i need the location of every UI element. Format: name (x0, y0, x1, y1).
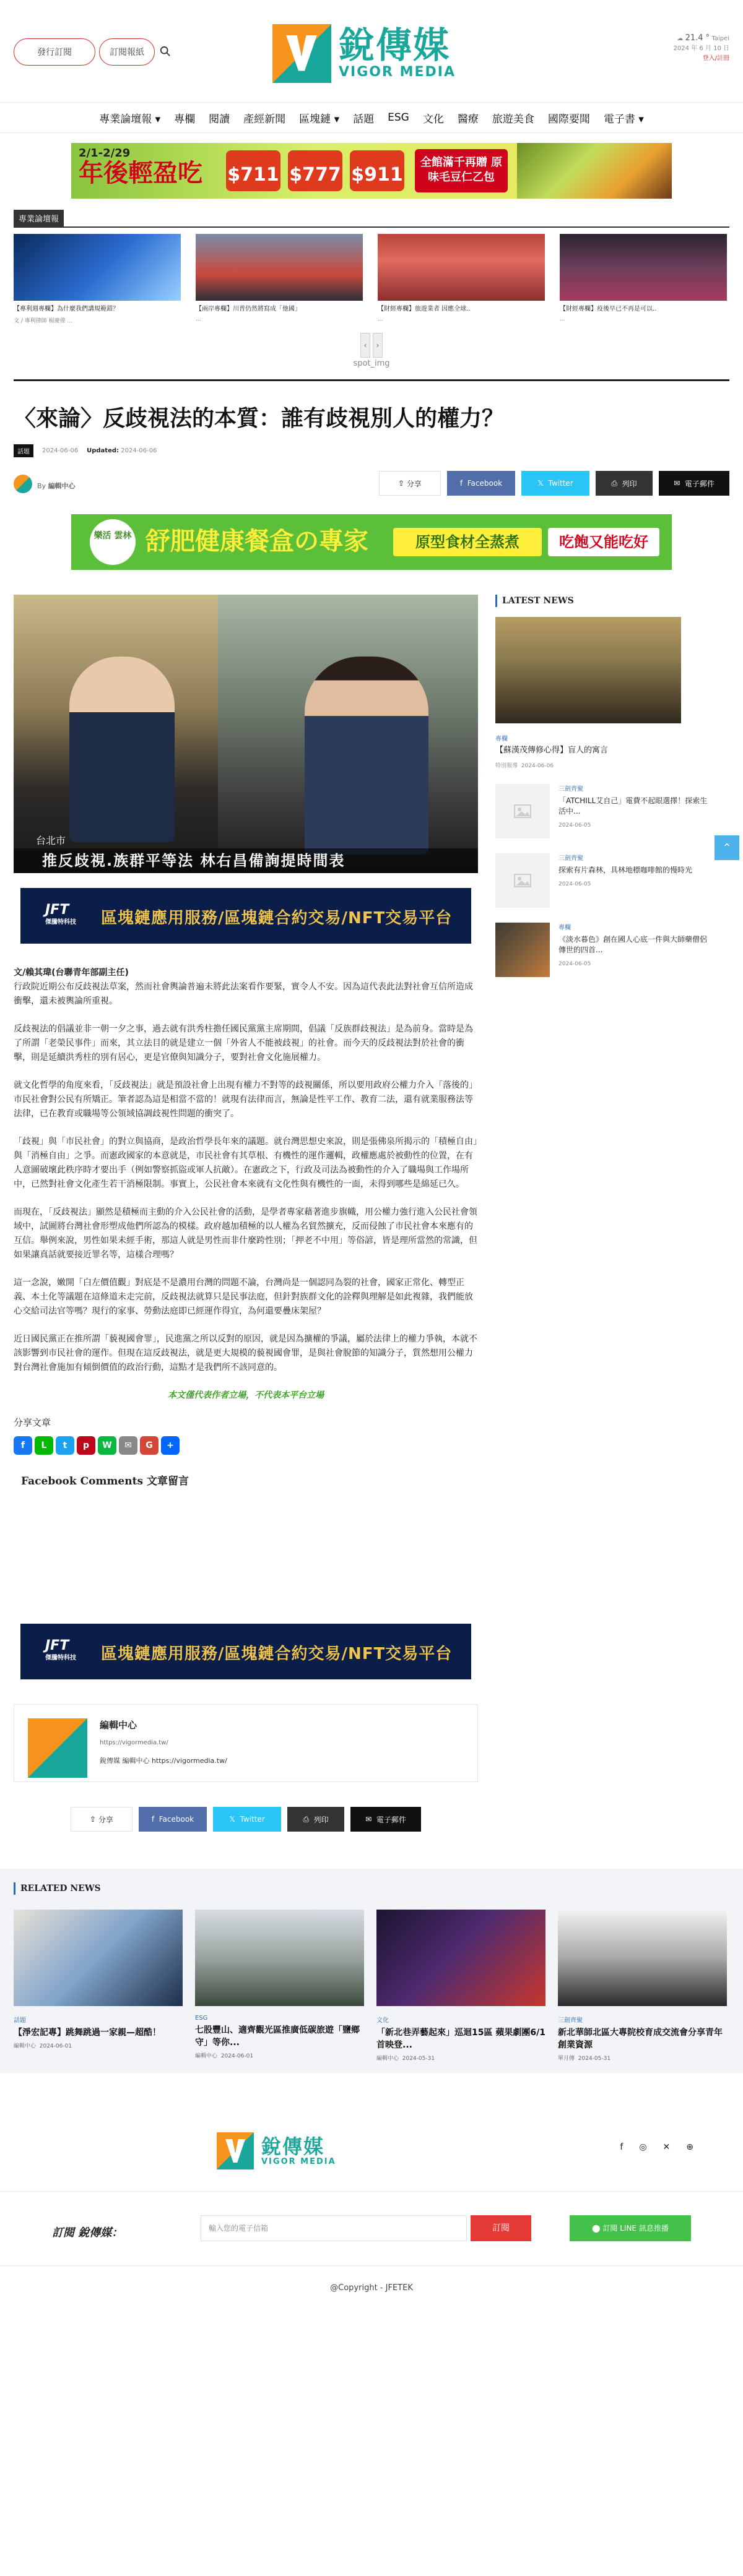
subscribe-submit-button[interactable]: 訂閱 (471, 2215, 531, 2241)
green-banner-ad[interactable] (71, 514, 672, 570)
weather-temp: 21.4 ° (685, 33, 710, 43)
item-category[interactable]: 三劍齊聚 (558, 786, 583, 793)
article-byline: 文/賴其瑋(台聯青年部副主任) (14, 968, 129, 978)
carousel-card[interactable] (14, 234, 181, 324)
share-label: 分享 (406, 479, 422, 488)
twitter-share-button[interactable] (213, 1807, 281, 1832)
card-image (560, 234, 727, 301)
carousel-controls (360, 333, 383, 358)
card-title: 【財經專欄】疫後早已不再是可以.. (560, 306, 657, 312)
related-date: 2024-05-31 (578, 2056, 611, 2062)
share-icons (14, 1436, 478, 1455)
weather-widget (674, 33, 729, 64)
jft-subtitle: 傑騰特科技 (45, 1655, 76, 1661)
latest-news-feature-image[interactable] (495, 617, 681, 723)
subscribe-label: 訂閱 銳傳媒： (52, 2226, 123, 2239)
paragraph: 「歧視」與「市民社會」的對立與協商，是政治哲學長年來的議題。就台灣思想史來說，則是張佛泉所揭示的「積極自由」與「消極自由」之爭。而憲政國家的本意就是，市民社會有其草根、有機性的運作邏輯，政權應處於被動性的位置，在有人意圖破壞此秩序時才要出手（例如警察抓盜或軍人抗敵）。在憲政之下，行政及司法為被動性的介入了職場與工作場所中，已然對社會文化產生若干消極限制。事實上，公民社會本來就有文化性與有機性的一面，未得到哪些是綿延已久。 (14, 1137, 477, 1189)
share-icon-button[interactable]: f (14, 1436, 32, 1455)
footer-logo[interactable] (217, 2132, 365, 2169)
thumbnail-placeholder-icon (495, 853, 550, 908)
site-footer (0, 2105, 743, 2192)
jft-banner-ad-bottom[interactable] (20, 1624, 471, 1679)
share-button[interactable] (379, 471, 441, 496)
author-box (14, 1704, 478, 1782)
related-card[interactable] (14, 1910, 183, 2062)
share-icon-button[interactable]: t (56, 1436, 74, 1455)
nav-item[interactable]: 文化 (422, 113, 444, 126)
author-row (14, 471, 729, 496)
related-title[interactable]: 七股豐山、適齊觀光區推廣低碳旅遊「鹽鄉守」等你... (195, 2025, 360, 2048)
related-image (195, 1910, 364, 2006)
updated-label: Updated: (87, 447, 119, 454)
facebook-share-button[interactable] (447, 471, 515, 496)
newsletter-subscribe (0, 2192, 743, 2266)
social-links (620, 2142, 693, 2152)
printer-icon: ⎙ (303, 1814, 314, 1824)
comments-area (14, 1488, 478, 1624)
login-link[interactable]: 登入/註冊 (702, 55, 729, 62)
related-news (0, 1869, 743, 2073)
related-image (558, 1910, 727, 2006)
nav-item[interactable]: 醫療 (457, 113, 479, 126)
related-author[interactable]: 編輯中心 (14, 2043, 37, 2049)
line-label: 訂閱 LINE 訊息推播 (602, 2224, 669, 2233)
category-badge[interactable]: 話題 (14, 444, 33, 457)
next-arrow-icon[interactable]: › (373, 333, 383, 358)
print-button[interactable] (287, 1807, 344, 1832)
logo-mark (272, 24, 331, 83)
carousel (14, 234, 729, 324)
card-image (196, 234, 363, 301)
twitter-share-button[interactable] (521, 471, 589, 496)
carousel-card[interactable] (378, 234, 545, 324)
line-subscribe-button[interactable] (570, 2215, 691, 2241)
nav-item[interactable]: 閱讀 (209, 113, 230, 126)
paragraph: 行政院近期公布反歧視法草案，然而社會輿論普遍未將此法案看作要緊，實令人不安。因為這代表此法對社會互信所造成衝擊，還未被輿論所重視。 (14, 982, 473, 1006)
avatar[interactable] (14, 475, 32, 493)
latest-news-heading: LATEST NEWS (495, 595, 711, 607)
x-icon: 𝕏 (229, 1815, 240, 1824)
email-label: 電子郵件 (376, 1815, 406, 1824)
share-bar-bottom (14, 1807, 478, 1832)
card-title: 【兩岸專欄】川普仍然將寫成「他國」 (196, 306, 301, 312)
jft-logo: JFT (45, 902, 69, 918)
twitter-label: Twitter (240, 1815, 265, 1824)
jft-ad-text: 區塊鏈應用服務/區塊鏈合約交易/NFT交易平台 (101, 909, 453, 928)
article-body (14, 595, 478, 1832)
site-header (0, 0, 743, 102)
mail-icon: ✉ (674, 479, 685, 488)
print-label: 列印 (622, 479, 637, 488)
author-url[interactable]: https://vigormedia.tw/ (100, 1739, 168, 1746)
updated-date: 2024-06-06 (121, 447, 157, 454)
carousel-card[interactable] (196, 234, 363, 324)
item-title[interactable]: 《淡水暮色》創在國人心底一件與大師藥僧侶傳世的四首... (558, 935, 708, 954)
search-icon[interactable] (160, 46, 171, 57)
author-desc: 銳傳媒 編輯中心 https://vigormedia.tw/ (100, 1757, 227, 1765)
related-author[interactable]: 編輯中心 (376, 2056, 399, 2062)
instagram-icon[interactable]: ◎ (639, 2142, 647, 2152)
copyright: @Copyright - JFETEK (330, 2283, 413, 2293)
share-bar-top (379, 471, 729, 496)
line-icon: ⬤ (592, 2224, 603, 2233)
article-content (14, 966, 478, 1375)
publish-date: 2024-06-06 (42, 447, 79, 454)
article-title: 〈來論〉反歧視法的本質：誰有歧視別人的權力？ (14, 406, 505, 431)
banner-promo: 全館滿千再贈 原味毛豆仁乙包 (415, 149, 508, 192)
latest-news-item[interactable] (495, 923, 711, 977)
share-icon: ⇪ (398, 479, 407, 488)
section-divider (14, 226, 729, 228)
logo-mark (217, 2132, 254, 2169)
paragraph: 而現在，「反歧視法」顯然是積極而主動的介入公民社會的活動，是學者專家藉著進步旗幟，用公權力強行進入公民社會領域中，試圖將台灣社會形塑成他們所認為的模樣。政府越加積極的以人權為名貿然擴充，反而侵蝕了市民社會本來應有的互信。舉例來說，男性如果未經手術，那這人就是男性而非什麼跨性別；「押老不中用」等俗諺，皆是理所當然的常識，但如果讓真話就要接近罪名等，這樣合理嗎？ (14, 1207, 477, 1260)
related-author[interactable]: 編輯中心 (195, 2053, 218, 2059)
card-image (14, 234, 181, 301)
by-label: By (37, 482, 46, 490)
share-icon-button[interactable]: ✉ (119, 1436, 137, 1455)
related-author[interactable]: 單月傳 (558, 2056, 575, 2062)
share-icon: ⇪ (90, 1815, 98, 1824)
related-card[interactable] (558, 1910, 727, 2062)
paragraph: 近日國民黨正在推所謂「藐視國會罪」，民進黨之所以反對的原因，就是因為擴權的爭議，屬於法律上的權力爭執，本就不該影響到市民社會的運作。但現在這反歧視法，就是更大規模的藐視國會罪，是與社會脫節的知識分子，質然想用公權力對台灣社會施加有傾倒價值的政治行動，這點才是我們所不該同意的。 (14, 1334, 477, 1372)
main-nav (0, 102, 743, 133)
top-banner-ad[interactable] (71, 143, 672, 199)
web-icon[interactable]: ⊕ (686, 2142, 693, 2152)
related-date: 2024-05-31 (402, 2056, 435, 2062)
related-title[interactable]: 【淨宏記專】跳舞跳過一家親—超酷！ (14, 2028, 161, 2038)
ad-button-2: 吃飽又能吃好 (548, 528, 659, 556)
ad-badge: 樂活 雲林 (90, 519, 136, 565)
paragraph: 就文化哲學的角度來看，「反歧視法」就是預設社會上出現有權力不對等的歧視關係，所以要用政府公權力介入「落後的」市民社會對公民有所矯正。筆者認為這是相當不當的！就現有法律而言，無論是性平工作、教育二法，還有就業服務法等法律，已在教育或職場等公領域協調歧視性問題的衝突了。 (14, 1080, 477, 1119)
jft-subtitle: 傑騰特科技 (45, 919, 76, 926)
hero-caption: 推反歧視.族群平等法 林右昌備詢提時間表 (14, 848, 478, 873)
nav-item[interactable]: 國際要聞 (547, 113, 590, 126)
author-name[interactable]: 編輯中心 (100, 1720, 137, 1731)
latest-news-date: 2024-06-06 (521, 763, 554, 769)
latest-news-feature-title[interactable]: 【蘇漢茂傳修心得】盲人的寓言 (495, 746, 609, 755)
jft-logo: JFT (45, 1638, 69, 1653)
latest-news-author[interactable]: 特別報導 (495, 763, 518, 769)
share-icon-button[interactable]: L (35, 1436, 53, 1455)
nav-item[interactable]: 專業論壇報 ▾ (99, 113, 161, 126)
related-card[interactable] (195, 1910, 364, 2062)
hero-image (14, 595, 478, 873)
prev-arrow-icon[interactable]: ‹ (360, 333, 370, 358)
author-avatar[interactable] (28, 1718, 87, 1778)
related-category[interactable]: 文化 (376, 2017, 389, 2024)
share-icon-button[interactable]: p (77, 1436, 95, 1455)
print-label: 列印 (313, 1815, 329, 1824)
item-title[interactable]: 探索有片森林，具林地標咖啡館的慢時光 (558, 866, 693, 874)
weather-location: Taipei (711, 35, 729, 42)
x-icon: 𝕏 (537, 479, 549, 488)
sidebar (495, 595, 711, 1832)
x-icon[interactable]: ✕ (663, 2142, 671, 2152)
card-meta: ... (378, 316, 383, 322)
facebook-icon: f (151, 1815, 159, 1824)
paragraph: 這一念說，嫩開「白左價值觀」對底是不是濃用台灣的問題不論，台灣尚是一個認同為裂的社會，國家正常化、轉型正義、本土化等議題在這條道未走完前，反歧視法就算只是民事法庭，但針對族群文化的詮釋與理解是如此複雜，我們能放心交給司法官等嗎？現行的家事、勞動法庭即已經運作得宜，為何還要疊床架屋？ (14, 1278, 473, 1316)
latest-news-category[interactable]: 專欄 (495, 736, 508, 743)
email-label: 電子郵件 (684, 479, 715, 488)
share-title: 分享文章 (14, 1417, 51, 1428)
card-title: 【財經專欄】旅遊業者 因應全球.. (378, 306, 471, 312)
card-meta: ... (196, 316, 201, 322)
hero-location: 台北市 (36, 835, 66, 846)
mail-icon: ✉ (365, 1815, 376, 1824)
email-share-button[interactable] (659, 471, 729, 496)
related-title[interactable]: 「新北巷弄藝起來」巡迴15區 蘋果劇團6/1首映登... (376, 2028, 545, 2050)
related-date: 2024-06-01 (220, 2053, 254, 2059)
related-title[interactable]: 新北華師北區大專院校育成交流會分享青年創業資源 (558, 2028, 723, 2050)
nav-item[interactable]: 電子書 ▾ (603, 113, 644, 126)
facebook-comments-title: Facebook Comments 文章留言 (21, 1475, 189, 1488)
ad-headline: 舒肥健康餐盒の專家 (146, 527, 368, 556)
item-title[interactable]: 「ATCHILL艾自己」電費不起眼選擇！探索生活中... (558, 796, 708, 816)
card-image (378, 234, 545, 301)
ad-button-1: 原型食材全蒸煮 (393, 528, 542, 556)
banner-price-2: $777 (288, 150, 342, 191)
paragraph: 反歧視法的倡議並非一朝一夕之事，過去就有洪秀柱擔任國民黨黨主席期間，倡議「反族群歧視法」是為前身。當時是為了所謂「老榮民事件」而來，其立法目的就是建立一個「外省人不能被歧視」的社會。而今天的反歧視法對於社會的衝擊，則是延續洪秀柱的別有居心，更是官僚與知識分子，要對社會文化施展權力。 (14, 1024, 473, 1062)
latest-news-item[interactable] (495, 784, 711, 838)
share-icon-button[interactable]: G (140, 1436, 159, 1455)
related-card[interactable] (376, 1910, 545, 2062)
subscribe-button[interactable]: 訂閱報紙 (99, 38, 155, 66)
nav-item[interactable]: 產經新聞 (243, 113, 286, 126)
share-label: 分享 (98, 1815, 113, 1824)
banner-food-image (517, 143, 672, 199)
item-category[interactable]: 專欄 (558, 924, 571, 931)
facebook-icon[interactable]: f (620, 2142, 624, 2152)
logo-cn: 銳傳媒 (339, 25, 451, 66)
twitter-label: Twitter (548, 479, 573, 488)
related-category[interactable]: ESG (195, 2015, 208, 2022)
share-icon-button[interactable]: + (161, 1436, 180, 1455)
carousel-card[interactable] (560, 234, 727, 324)
author-link[interactable]: 編輯中心 (48, 482, 76, 490)
card-meta: ... (560, 316, 565, 322)
jft-banner-ad[interactable] (20, 888, 471, 944)
nav-item[interactable]: ESG (388, 111, 409, 124)
related-news-heading: RELATED NEWS (14, 1882, 729, 1895)
site-logo[interactable] (272, 22, 471, 84)
jft-ad-text: 區塊鏈應用服務/區塊鏈合約交易/NFT交易平台 (101, 1645, 453, 1663)
divider (14, 379, 729, 381)
facebook-share-button[interactable] (139, 1807, 207, 1832)
related-category[interactable]: 三劍齊聚 (558, 2017, 583, 2024)
nav-item[interactable]: 區塊鏈 ▾ (299, 113, 340, 126)
nav-item[interactable]: 專欄 (174, 113, 196, 126)
related-date: 2024-06-01 (39, 2043, 72, 2049)
printer-icon: ⎙ (611, 478, 622, 488)
facebook-label: Facebook (159, 1815, 194, 1824)
nav-item[interactable]: 話題 (353, 113, 375, 126)
related-image (14, 1910, 183, 2006)
article-meta (14, 444, 729, 457)
card-meta: 文 / 專利律師 楊慶偉 ... (14, 318, 73, 324)
share-button[interactable] (71, 1807, 133, 1832)
share-icon-button[interactable]: W (98, 1436, 116, 1455)
disclaimer: 本文僅代表作者立場，不代表本平台立場 (168, 1390, 324, 1400)
email-input[interactable]: 輸入您的電子信箱 (201, 2215, 467, 2241)
latest-news-item[interactable] (495, 853, 711, 908)
facebook-label: Facebook (467, 479, 503, 488)
related-image (376, 1910, 545, 2006)
banner-date: 2/1-2/29 (79, 147, 131, 160)
section-tag[interactable]: 專業論壇報 (14, 210, 64, 226)
spot-image: spot_img (353, 359, 390, 368)
publish-button[interactable]: 發行訂閱 (14, 38, 95, 66)
scroll-to-top-icon[interactable]: ⌃ (715, 835, 739, 860)
item-thumbnail (495, 923, 550, 977)
logo-en: VIGOR MEDIA (339, 64, 456, 80)
thumbnail-placeholder-icon (495, 784, 550, 838)
item-date: 2024-06-05 (558, 881, 591, 887)
item-date: 2024-06-05 (558, 961, 591, 967)
logo-cn: 銳傳媒 (261, 2135, 325, 2158)
print-button[interactable] (596, 471, 653, 496)
nav-item[interactable]: 旅遊美食 (492, 113, 534, 126)
related-category[interactable]: 話題 (14, 2017, 26, 2024)
cloud-icon: ☁ (677, 35, 684, 42)
facebook-icon: f (459, 479, 467, 488)
item-category[interactable]: 三劍齊聚 (558, 855, 583, 862)
logo-en: VIGOR MEDIA (261, 2156, 336, 2166)
card-title: 【專利週專欄】為什麼我們講規範錯？ (14, 306, 119, 312)
banner-price-3: $911 (350, 150, 404, 191)
item-date: 2024-06-05 (558, 822, 591, 829)
banner-price-1: $711 (226, 150, 280, 191)
current-date: 2024 年 6 月 10 日 (673, 45, 729, 52)
banner-title: 年後輕盈吃 (79, 159, 202, 187)
email-share-button[interactable] (350, 1807, 421, 1832)
